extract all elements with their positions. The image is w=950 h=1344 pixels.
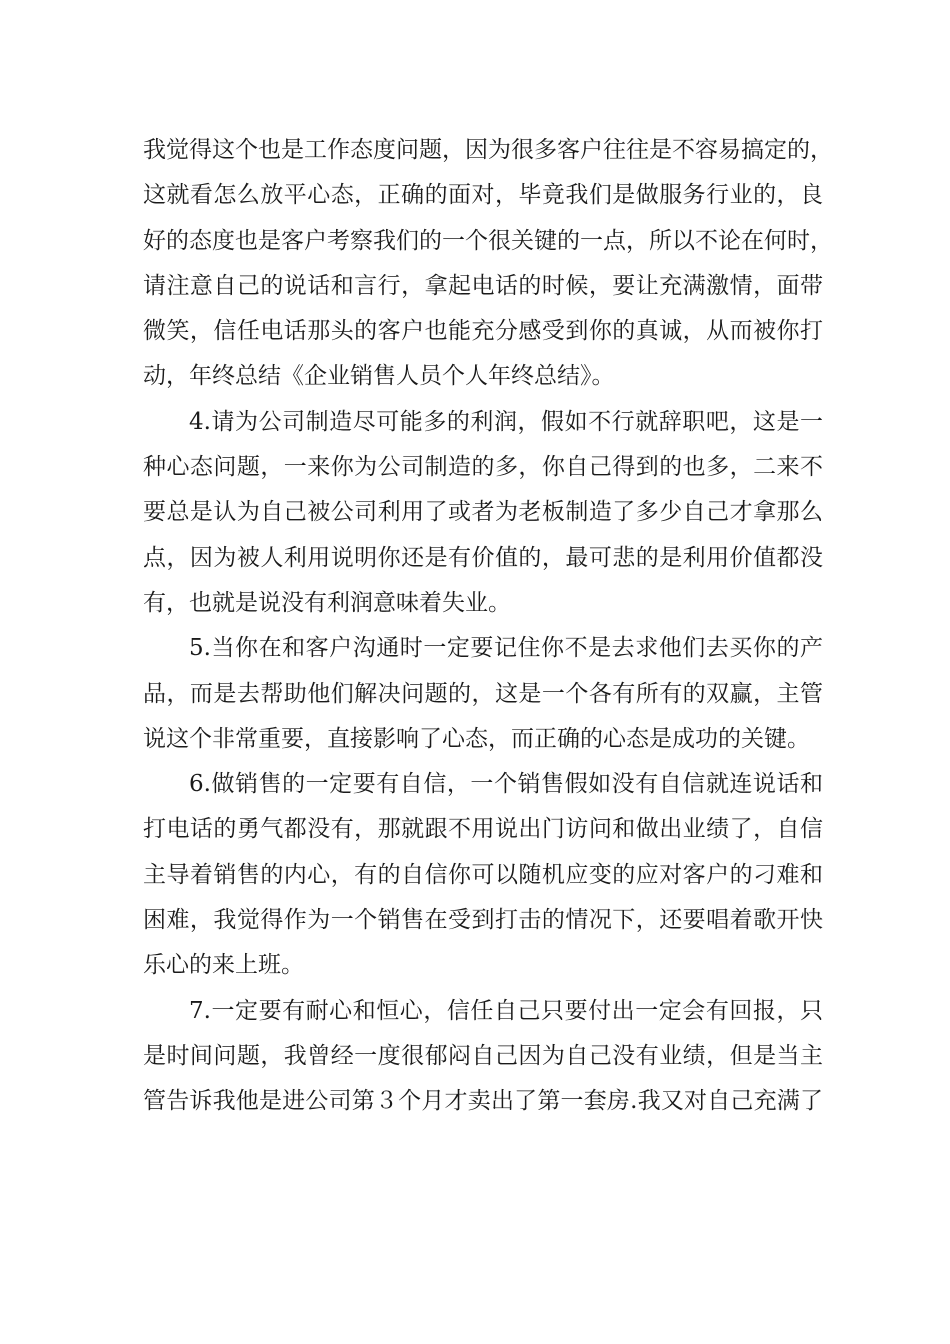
text-line: 困难，我觉得作为一个销售在受到打击的情况下，还要唱着歌开快 <box>143 907 823 934</box>
text-line: 乐心的来上班。 <box>143 952 304 979</box>
paragraph-7-start: 7.一定要有耐心和恒心，信任自己只要付出一定会有回报，只 <box>189 997 823 1024</box>
text-line: 我觉得这个也是工作态度问题，因为很多客户往往是不容易搞定的， <box>143 137 833 163</box>
paragraph-6-start: 6.做销售的一定要有自信，一个销售假如没有自信就连说话和 <box>189 771 823 798</box>
text-line: 主导着销售的内心，有的自信你可以随机应变的应对客户的刁难和 <box>143 861 823 888</box>
text-line: 说这个非常重要，直接影响了心态，而正确的心态是成功的关键。 <box>143 725 810 752</box>
text-line: 种心态问题，一来你为公司制造的多，你自己得到的也多，二来不 <box>143 454 823 481</box>
text-line: 是时间问题，我曾经一度很郁闷自己因为自己没有业绩，但是当主 <box>143 1042 823 1069</box>
text-line: 微笑，信任电话那头的客户也能充分感受到你的真诚，从而被你打 <box>143 318 823 345</box>
text-line: 点，因为被人利用说明你还是有价值的，最可悲的是利用价值都没 <box>143 544 823 571</box>
text-line: 请注意自己的说话和言行，拿起电话的时候，要让充满激情，面带 <box>143 272 823 299</box>
body-text <box>143 128 833 1125</box>
text-line: 要总是认为自己被公司利用了或者为老板制造了多少自己才拿那么 <box>143 499 823 526</box>
paragraph-4-start: 4.请为公司制造尽可能多的利润，假如不行就辞职吧，这是一 <box>189 408 823 435</box>
text-line: 有，也就是说没有利润意味着失业。 <box>143 589 511 616</box>
text-line: 这就看怎么放平心态，正确的面对，毕竟我们是做服务行业的，良 <box>143 182 823 209</box>
text-line: 管告诉我他是进公司第３个月才卖出了第一套房.我又对自己充满了 <box>143 1088 823 1115</box>
text-line: 好的态度也是客户考察我们的一个很关键的一点，所以不论在何时， <box>143 227 833 254</box>
text-line: 打电话的勇气都没有，那就跟不用说出门访问和做出业绩了，自信 <box>143 816 823 843</box>
paragraph-5-start: 5.当你在和客户沟通时一定要记住你不是去求他们去买你的产 <box>189 635 823 662</box>
text-line: 品，而是去帮助他们解决问题的，这是一个各有所有的双赢，主管 <box>143 680 823 707</box>
text-line: 动，年终总结《企业销售人员个人年终总结》。 <box>143 363 615 390</box>
